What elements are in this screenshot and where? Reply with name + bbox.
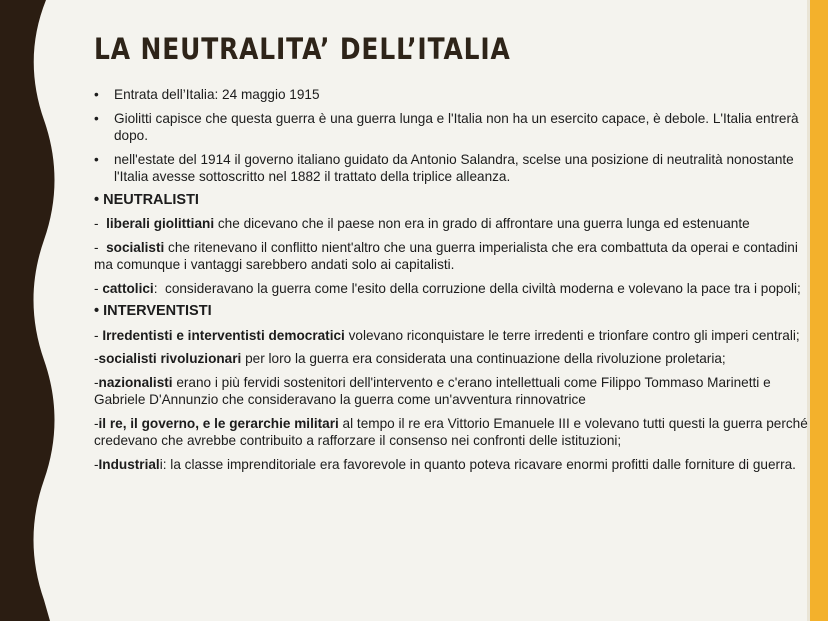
bullet-entrata [94,86,820,104]
interventisti-item-re-governo [94,415,820,450]
bullet-salandra [94,151,820,186]
item-text: per loro la guerra era considerata una continuazione della rivoluzione proletaria; [241,351,726,366]
item-text: al tempo il re era Vittorio Emanuele III e volevano tutti questi la guerra perché credevano che avrebbe contribuito a rafforzare il consenso nei confronti delle istituzioni; [94,415,808,448]
item-prefix: - [94,239,107,255]
item-prefix: - [94,351,99,366]
bullet-dot: • [94,110,99,126]
item-prefix: - [94,280,103,296]
bullet-text: Giolitti capisce che questa guerra è una guerra lunga e l'Italia non ha un esercito capace, è debole. L'Italia entrerà dopo. [114,110,799,143]
interventisti-item-irredentisti [94,327,820,345]
neutralisti-item-cattolici [94,280,820,298]
item-bold: Industrial [98,456,160,472]
neutralisti-item-socialisti [94,239,820,274]
item-text: che ritenevano il conflitto nient'altro che una guerra imperialista che era combattuta da operai e contadini ma comunque i vantaggi sarebbero andati solo ai capitalisti. [94,239,798,272]
item-text: volevano riconquistare le terre irredenti e trionfare contro gli imperi centrali; [344,327,800,343]
item-prefix: - [94,415,99,431]
heading-neutralisti: • NEUTRALISTI [94,191,199,208]
item-bold: nazionalisti [98,374,173,390]
slide-title: LA NEUTRALITA’ DELL’ITALIA [94,32,511,66]
heading-interventisti: • INTERVENTISTI [94,303,212,319]
slide-content [94,86,820,479]
item-text: erano i più fervidi sostenitori dell'intervento e c'erano intellettuali come Filippo Tommaso Marinetti e Gabriele D'Annunzio che consideravano la guerra come un'avventura rinnovatrice [94,374,771,407]
left-wave-band [0,0,60,621]
item-text: che dicevano che il paese non era in grado di affrontare una guerra lunga ed estenuante [214,216,750,231]
item-text: : consideravano la guerra come l'esito della corruzione della civiltà moderna e volevano la pace tra i popoli; [153,280,801,296]
interventisti-item-industriali [94,456,820,474]
item-bold: cattolici [102,280,154,296]
item-bold: socialisti rivoluzionari [98,351,242,366]
bullet-giolitti [94,110,820,145]
item-prefix: - [94,456,99,472]
interventisti-item-nazionalisti [94,374,820,409]
item-prefix: - [94,327,103,343]
item-prefix: - [94,216,107,231]
item-text: i: la classe imprenditoriale era favorevole in quanto poteva ricavare enormi profitti dalle forniture di guerra. [159,456,796,472]
neutralisti-item-liberali [94,215,820,233]
item-bold: liberali giolittiani [106,216,215,231]
bullet-dot: • [94,87,99,102]
bullet-text: Entrata dell’Italia: 24 maggio 1915 [114,87,320,102]
item-bold: socialisti [106,239,165,255]
bullet-text: nell'estate del 1914 il governo italiano guidato da Antonio Salandra, scelse una posizione di neutralità nonostante l'Italia avesse sottoscritto nel 1882 il trattato della triplice alleanza. [114,151,794,184]
item-prefix: - [94,374,99,390]
interventisti-item-socialisti-rivoluzionari [94,350,820,368]
item-bold: Irredentisti e interventisti democratici [102,327,345,343]
bullet-dot: • [94,151,99,167]
item-bold: il re, il governo, e le gerarchie militari [98,415,339,431]
